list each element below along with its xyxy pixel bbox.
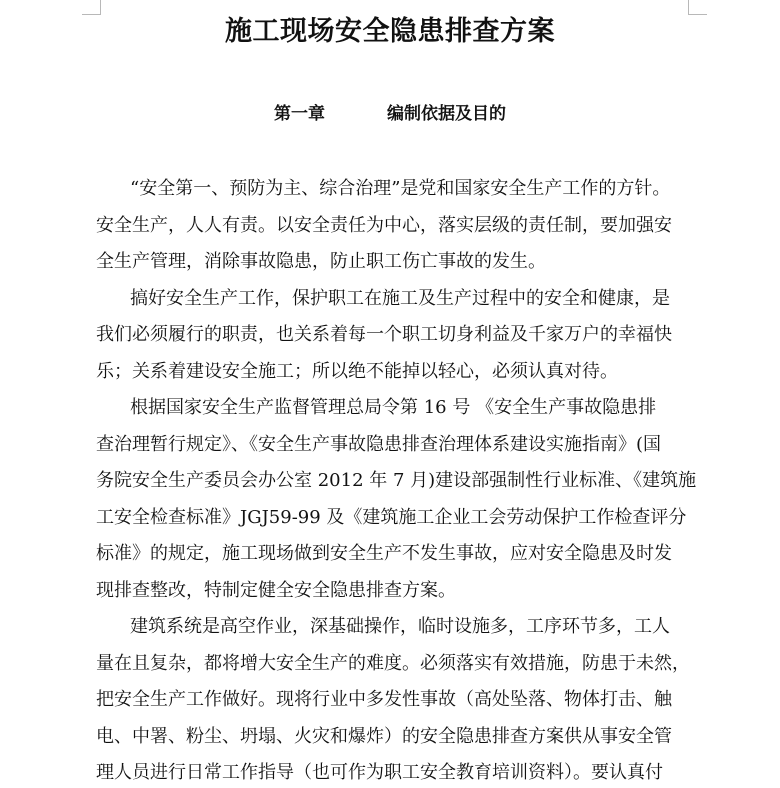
page-corner-mark-right xyxy=(688,0,707,15)
paragraph xyxy=(96,611,696,788)
chapter-number: 第一章 xyxy=(274,104,325,124)
paragraph-line: 根据国家安全生产监督管理总局令第 16 号 《安全生产事故隐患排 xyxy=(130,397,657,418)
paragraph-line: 工安全检查标准》JGJ59-99 及《建筑施工企业工会劳动保护工作检查评分 xyxy=(96,506,687,528)
paragraph xyxy=(96,283,696,393)
paragraph-line: 把安全生产工作做好。现将行业中多发性事故（高处坠落、物体打击、触 xyxy=(96,689,672,710)
paragraph-line: 标准》的规定，施工现场做到安全生产不发生事故，应对安全隐患及时发 xyxy=(96,543,672,564)
paragraph-line: 搞好安全生产工作，保护职工在施工及生产过程中的安全和健康，是 xyxy=(130,287,670,309)
document-title: 施工现场安全隐患排查方案 xyxy=(225,16,555,47)
paragraph-line: 务院安全生产委员会办公室 2012 年 7 月)建设部强制性行业标准、《建筑施 xyxy=(96,470,697,491)
paragraph-line: 安全生产，人人有责。以安全责任为中心，落实层级的责任制，要加强安 xyxy=(96,214,672,236)
paragraph-line: 量在且复杂，都将增大安全生产的难度。必须落实有效措施，防患于未然， xyxy=(96,652,690,674)
paragraph-line: 理人员进行日常工作指导（也可作为职工安全教育培训资料）。要认真付 xyxy=(96,762,663,783)
paragraph-line: 查治理暂行规定》、《安全生产事故隐患排查治理体系建设实施指南》(国 xyxy=(96,433,662,455)
chapter-title: 编制依据及目的 xyxy=(387,104,506,124)
paragraph-line: 现排查整改，特制定健全安全隐患排查方案。 xyxy=(96,579,456,601)
paragraph-line: 我们必须履行的职责，也关系着每一个职工切身利益及千家万户的幸福快 xyxy=(96,324,672,345)
paragraph-line: 建筑系统是高空作业，深基础操作，临时设施多，工序环节多，工人 xyxy=(130,616,670,637)
paragraph-line: 乐；关系着建设安全施工；所以绝不能掉以轻心，必须认真对待。 xyxy=(96,360,618,382)
body-text xyxy=(96,173,696,788)
paragraph-line: 全生产管理，消除事故隐患，防止职工伤亡事故的发生。 xyxy=(96,251,546,272)
paragraph xyxy=(96,173,696,283)
paragraph xyxy=(96,392,696,611)
chapter-heading xyxy=(0,101,780,127)
paragraph-line: 电、中署、粉尘、坍塌、火灾和爆炸）的安全隐患排查方案供从事安全管 xyxy=(96,725,672,747)
paragraph-line: “安全第一、预防为主、综合治理”是党和国家安全生产工作的方针。 xyxy=(130,178,671,199)
page-corner-mark-left xyxy=(82,0,101,15)
